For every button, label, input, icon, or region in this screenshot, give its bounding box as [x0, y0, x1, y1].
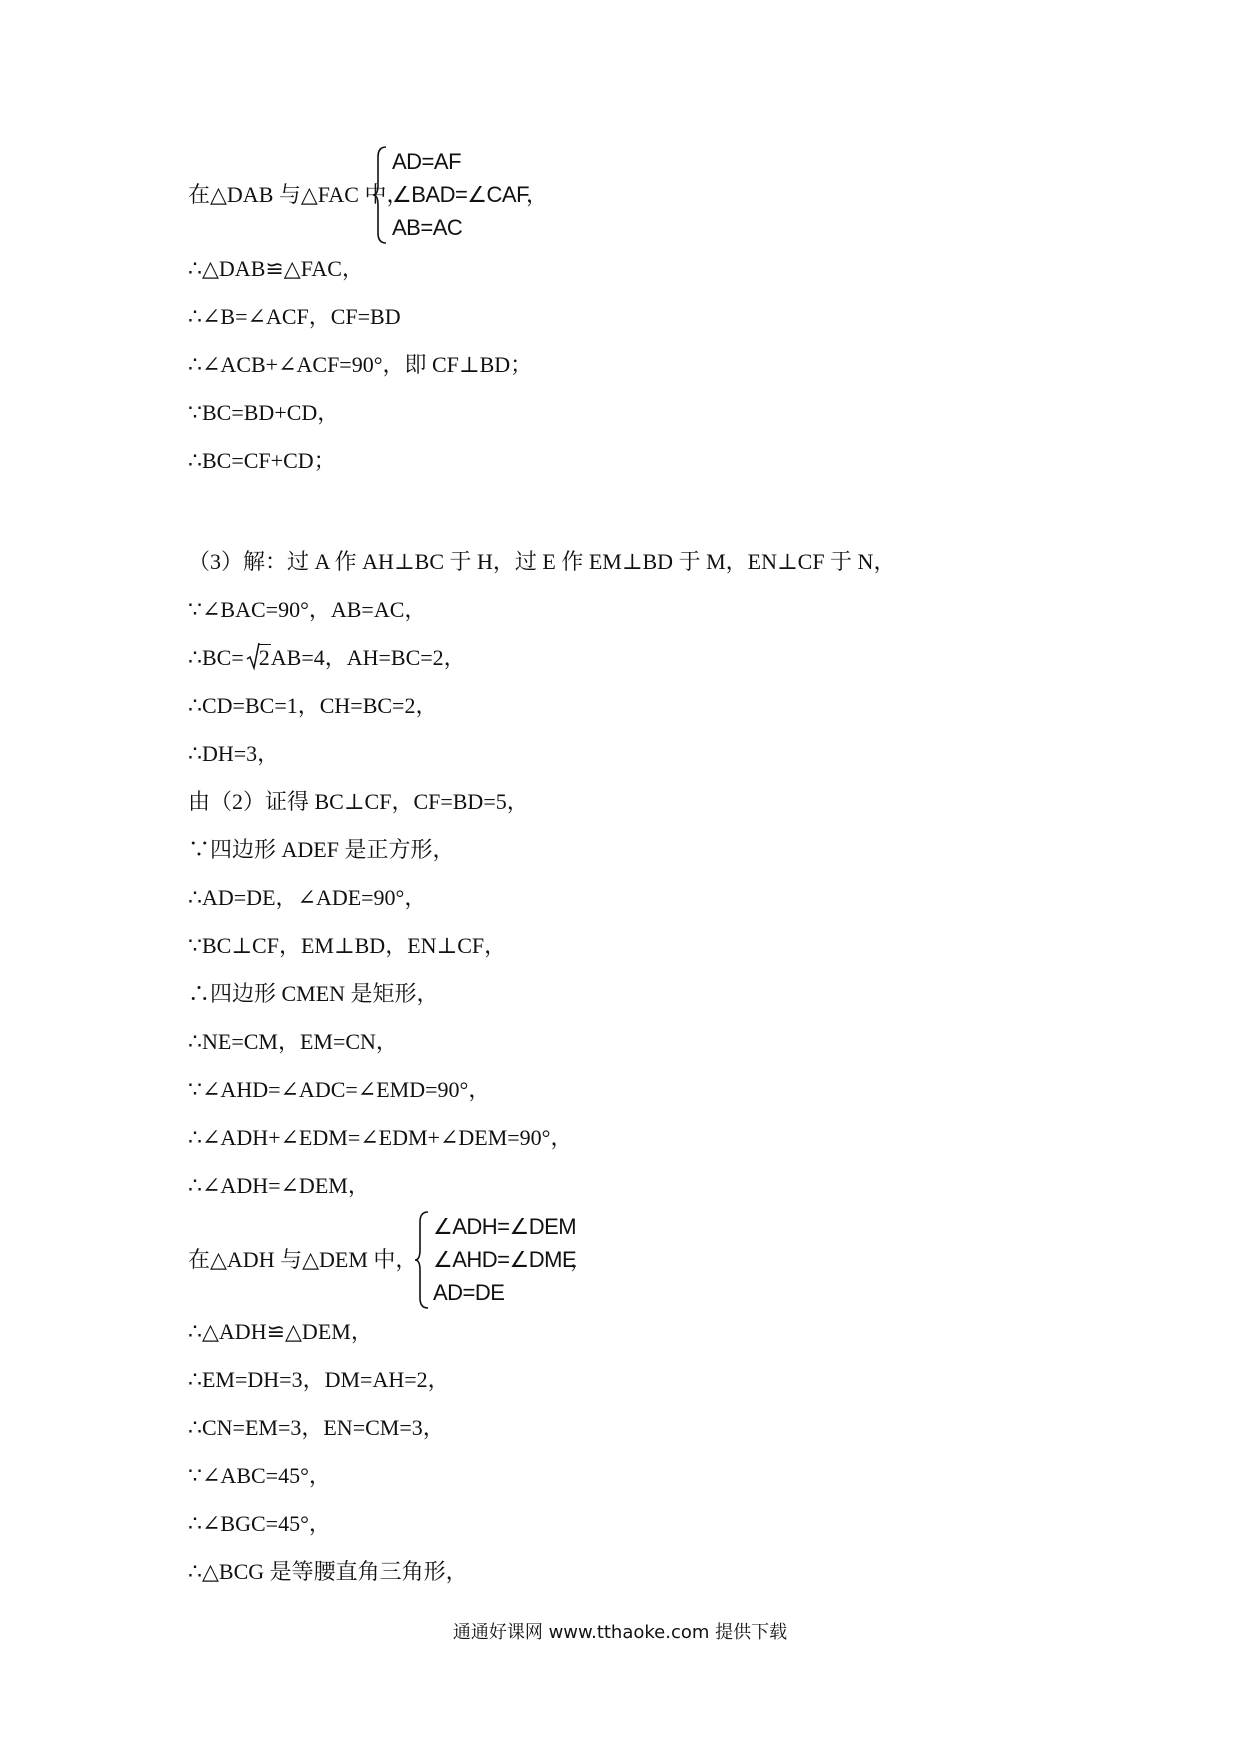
proof-line: ∴CD=BC=1，CH=BC=2， — [188, 693, 438, 718]
proof-line: ∴∠B=∠ACF，CF=BD — [188, 304, 401, 329]
sqrt-radicand: 2 — [258, 645, 270, 670]
proof-line: ∴∠BGC=45°， — [188, 1511, 331, 1536]
system-1-row-2: ∠BAD=∠CAF — [392, 182, 530, 207]
system-1-suffix: ， — [526, 182, 549, 207]
proof-line: ∴△ADH≌△DEM， — [188, 1319, 373, 1344]
system-1-row-3: AB=AC — [392, 215, 463, 240]
system-1-rows — [392, 145, 529, 244]
proof-line: ∵∠AHD=∠ADC=∠EMD=90°， — [188, 1077, 491, 1102]
proof-line: ∵BC=BD+CD， — [188, 400, 340, 425]
page-footer: 通通好课网 www.tthaoke.com 提供下载 — [452, 1622, 788, 1643]
left-brace-icon — [414, 1210, 430, 1310]
proof-line: 由（2）证得 BC⊥CF，CF=BD=5， — [188, 789, 529, 814]
proof-line: ∴EM=DH=3，DM=AH=2， — [188, 1367, 450, 1392]
system-1-row-1: AD=AF — [392, 149, 462, 174]
system-2-row-3: AD=DE — [433, 1280, 505, 1305]
proof-line: ∴NE=CM，EM=CN， — [188, 1029, 398, 1054]
proof-line: ∴AD=DE，∠ADE=90°， — [188, 885, 427, 910]
square-root-sign — [246, 643, 271, 673]
proof-line: ∵BC⊥CF，EM⊥BD，EN⊥CF， — [188, 933, 507, 958]
proof-line: ∴DH=3， — [188, 741, 280, 766]
proof-line: ∴CN=EM=3，EN=CM=3， — [188, 1415, 445, 1440]
proof-line: ∴△BCG 是等腰直角三角形， — [188, 1559, 468, 1584]
proof-line: ∴△DAB≌△FAC， — [188, 256, 364, 281]
system-2-prefix: 在△ADH 与△DEM 中， — [188, 1247, 418, 1272]
proof-line: ∴四边形 CMEN 是矩形， — [188, 981, 439, 1006]
proof-line: ∵∠ABC=45°， — [188, 1463, 331, 1488]
left-brace-icon — [372, 145, 388, 245]
system-2-row-1: ∠ADH=∠DEM — [433, 1214, 577, 1239]
sqrt-line-before: ∴BC= — [188, 645, 244, 670]
proof-line: ∴∠ADH=∠DEM， — [188, 1173, 370, 1198]
part-3-heading: （3）解：过 A 作 AH⊥BC 于 H，过 E 作 EM⊥BD 于 M，EN⊥CF 于 N， — [188, 549, 896, 574]
proof-line: ∵∠BAC=90°，AB=AC， — [188, 597, 427, 622]
proof-line: ∴∠ADH+∠EDM=∠EDM+∠DEM=90°， — [188, 1125, 573, 1150]
proof-line: ∵四边形 ADEF 是正方形， — [188, 837, 455, 862]
sqrt-line-after: AB=4，AH=BC=2， — [270, 645, 466, 670]
system-2-rows — [433, 1210, 576, 1309]
system-1-prefix: 在△DAB 与△FAC 中， — [188, 182, 409, 207]
proof-line: ∴∠ACB+∠ACF=90°，即 CF⊥BD； — [188, 352, 533, 377]
system-2-suffix: ， — [570, 1247, 593, 1272]
system-2-row-2: ∠AHD=∠DME — [433, 1247, 577, 1272]
sqrt-line — [188, 643, 466, 673]
proof-line: ∴BC=CF+CD； — [188, 448, 336, 473]
